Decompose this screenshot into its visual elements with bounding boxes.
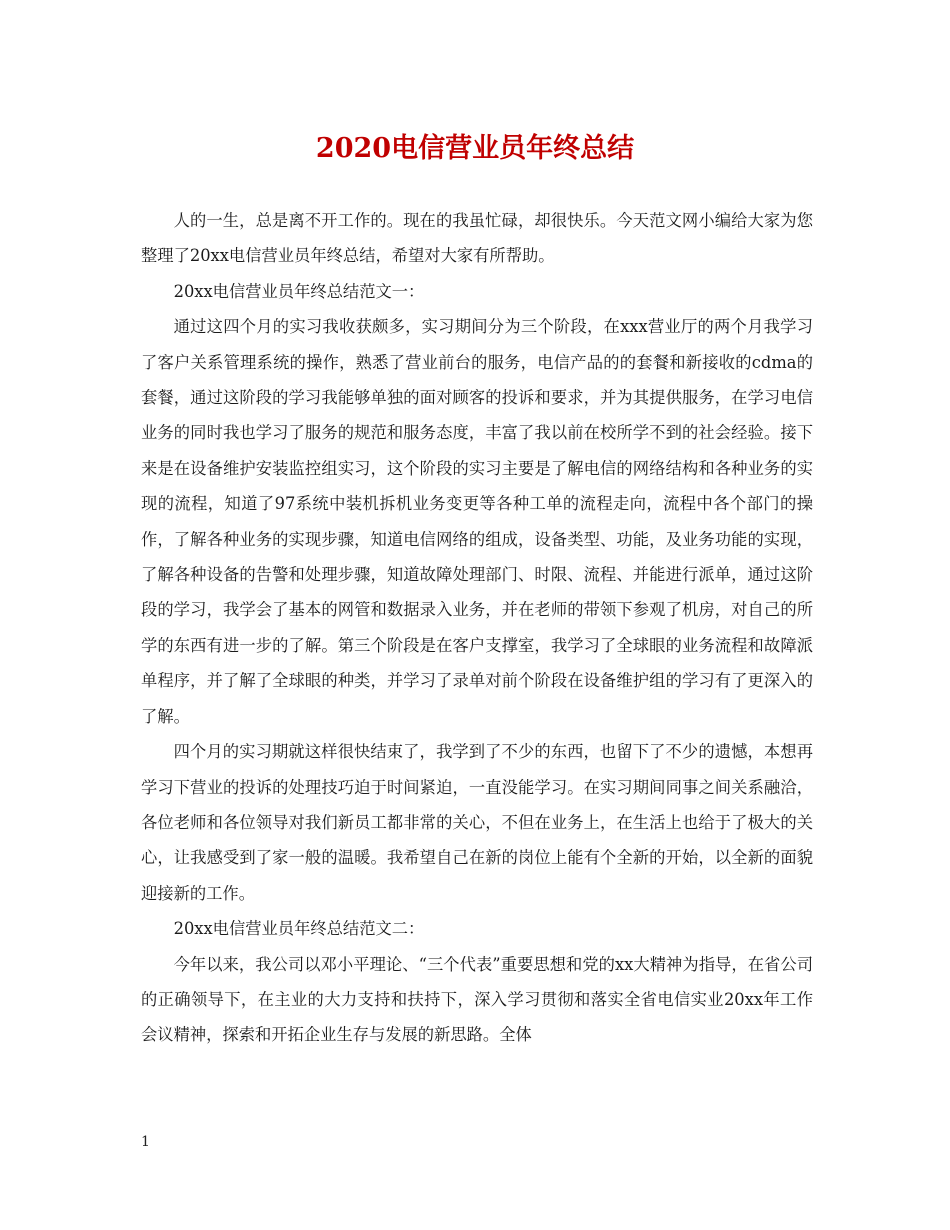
document-title: 2020电信营业员年终总结 — [315, 133, 635, 164]
paragraph-internship-stages: 通过这四个月的实习我收获颇多，实习期间分为三个阶段，在xxx营业厅的两个月我学习了客户关系管理系统的操作，熟悉了营业前台的服务，电信产品的的套餐和新接收的cdma的套餐，通过这阶段的学习我能够单独的面对顾客的投诉和要求，并为其提供服务，在学习电信业务的同时我也学习了服务的规范和服务态度，丰富了我以前在校所学不到的社会经验。接下来是在设备维护安装监控组实习，这个阶段的实习主要是了解电信的网络结构和各种业务的实现的流程，知道了97系统中装机拆机业务变更等各种工单的流程走向，流程中各个部门的操作，了解各种业务的实现步骤，知道电信网络的组成，设备类型、功能，及业务功能的实现，了解各种设备的告警和处理步骤，知道故障处理部门、时限、流程、并能进行派单，通过这阶段的学习，我学会了基本的网管和数据录入业务，并在老师的带领下参观了机房，对自己的所学的东西有进一步的了解。第三个阶段是在客户支撑室，我学习了全球眼的业务流程和故障派单程序，并了解了全球眼的种类，并学习了录单对前个阶段在设备维护组的学习有了更深入的了解。 — [141, 317, 813, 726]
paragraph-intro: 人的一生，总是离不开工作的。现在的我虽忙碌，却很快乐。今天范文网小编给大家为您整理了20xx电信营业员年终总结，希望对大家有所帮助。 — [141, 211, 813, 266]
paragraph-company-overview: 今年以来，我公司以邓小平理论、“三个代表”重要思想和党的xx大精神为指导，在省公司的正确领导下，在主业的大力支持和扶持下，深入学习贯彻和落实全省电信实业20xx年工作会议精神，探索和开拓企业生存与发展的新思路。全体 — [141, 954, 813, 1045]
document-body — [141, 203, 813, 1053]
page-number: 1 — [141, 1134, 150, 1150]
paragraph-internship-conclusion: 四个月的实习期就这样很快结束了，我学到了不少的东西，也留下了不少的遗憾，本想再学习下营业的投诉的处理技巧迫于时间紧迫，一直没能学习。在实习期间同事之间关系融洽，各位老师和各位领导对我们新员工都非常的关心，不但在业务上，在生活上也给于了极大的关心，让我感受到了家一般的温暖。我希望自己在新的岗位上能有个全新的开始，以全新的面貌迎接新的工作。 — [141, 742, 813, 903]
section-heading-sample-one: 20xx电信营业员年终总结范文一： — [173, 281, 425, 301]
section-heading-sample-two: 20xx电信营业员年终总结范文二： — [173, 919, 425, 939]
